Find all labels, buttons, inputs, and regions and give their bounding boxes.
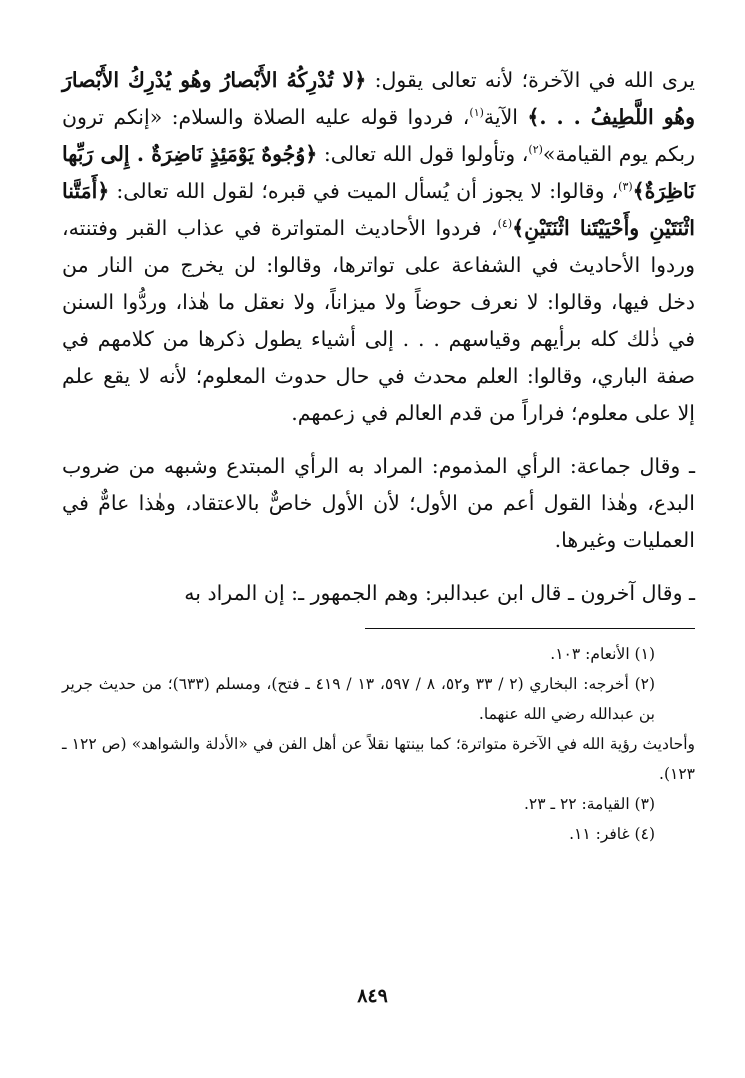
footnote-4: (٤) غافر: ١١. bbox=[569, 825, 655, 843]
footnote-1: (١) الأنعام: ١٠٣. bbox=[550, 645, 655, 663]
text-run: ، وتأولوا قول الله تعالى: bbox=[317, 142, 529, 166]
footnote-2: (٢) أخرجه: البخاري (٢ / ٣٣ و٥٢، ٨ / ٥٩٧، ١٣ / ٤١٩ ـ فتح)، ومسلم (٦٣٣)؛ من حديث جرير بن عبدالله رضي الله عنهما. bbox=[62, 675, 656, 723]
paragraph-2: ـ وقال جماعة: الرأي المذموم: المراد به الرأي المبتدع وشبهه من ضروب البدع، وهٰذا القول أعم من الأول؛ لأن الأول خاصٌّ بالاعتقاد، وهٰذا عامٌّ في العمليات وغيرها. bbox=[62, 454, 695, 552]
main-text bbox=[62, 62, 695, 612]
footnote-2-continuation: وأحاديث رؤية الله في الآخرة متواترة؛ كما بينتها نقلاً عن أهل الفن في «الأدلة والشواهد» (ص ١٢٢ ـ ١٢٣). bbox=[62, 735, 695, 783]
footnote-ref-4[interactable]: (٤) bbox=[497, 217, 513, 231]
text-run: يرى الله في الآخرة؛ لأنه تعالى يقول: bbox=[366, 68, 695, 92]
footnote-3: (٣) القيامة: ٢٢ ـ ٢٣. bbox=[523, 795, 655, 813]
quran-quote-2: ﴿وُجُوهٌ يَوْمَئِذٍ نَاضِرَةٌ . إِلى رَبِّها نَاظِرَةٌ﴾ bbox=[62, 142, 695, 203]
footnote-ref-3[interactable]: (٣) bbox=[618, 180, 633, 194]
page-content bbox=[62, 62, 695, 849]
footnote-ref-1[interactable]: (١) bbox=[469, 106, 484, 120]
text-run: ، فردوا قوله عليه الصلاة والسلام: «إنكم ترون ربكم يوم القيامة» bbox=[62, 105, 695, 166]
text-run: ، فردوا الأحاديث المتواترة في عذاب القبر وفتنته، وردوا الأحاديث في الشفاعة على تواترها، وقالوا: لن يخرج من النار من دخل فيها، وقالوا: لا نعرف حوضاً ولا ميزاناً، ولا نعقل ما هٰذا، وردُّوا السنن في ذٰلك كله برأيهم وقياسهم . . . إلى أشياء يطول ذكرها من كلامهم في صفة الباري، وقالوا: العلم محدث في حال حدوث المعلوم؛ لأنه لا يقع علم إلا على معلوم؛ فراراً من قدم العالم في زعمهم. bbox=[62, 216, 695, 425]
footnote-divider bbox=[365, 628, 695, 629]
footnote-ref-2[interactable]: (٢) bbox=[528, 143, 543, 157]
paragraph-1 bbox=[62, 62, 695, 432]
footnotes bbox=[62, 639, 695, 849]
quran-quote-3: ﴿أَمَتَّنا اثْنَتَيْنِ وأَحْيَيْتَنا اثْنَتَيْنِ﴾ bbox=[62, 179, 695, 240]
page-number: ٨٤٩ bbox=[357, 985, 388, 1007]
text-run: الآية bbox=[483, 105, 528, 129]
paragraph-3: ـ وقال آخرون ـ قال ابن عبدالبر: وهم الجمهور ـ: إن المراد به bbox=[184, 581, 695, 605]
quran-quote-1: ﴿لا تُدْرِكُهُ الأَبْصارُ وهُو يُدْرِكُ الأَبْصارَ وهُو اللَّطِيفُ . . .﴾ bbox=[62, 68, 695, 129]
text-run: ، وقالوا: لا يجوز أن يُسأل الميت في قبره؛ لقول الله تعالى: bbox=[109, 179, 619, 203]
